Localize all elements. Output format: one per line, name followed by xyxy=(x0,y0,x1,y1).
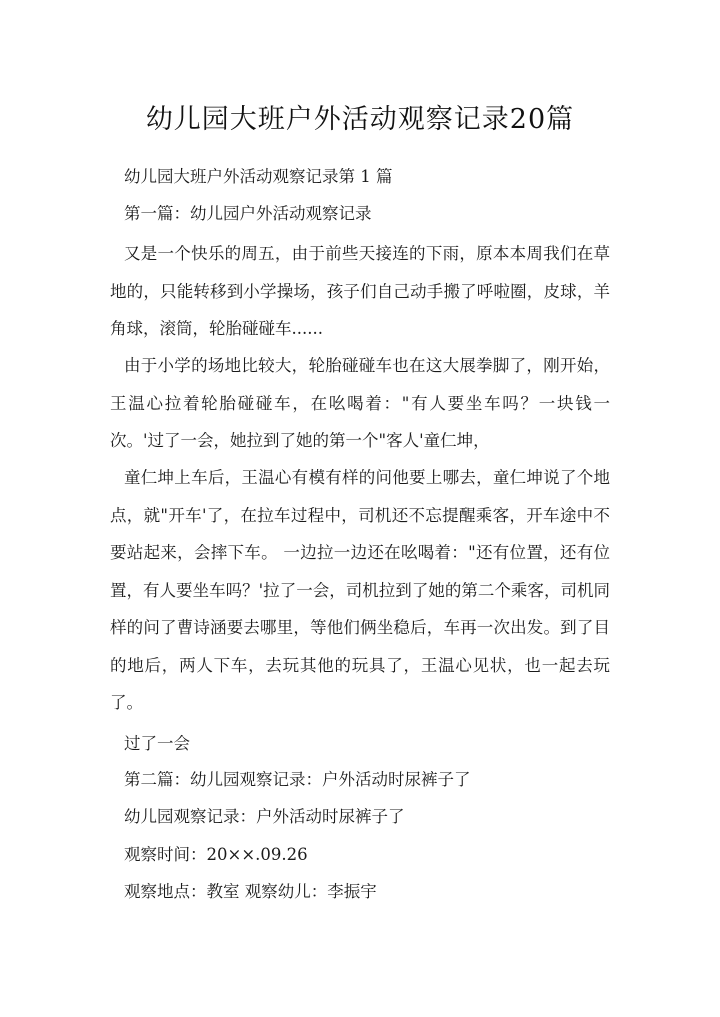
paragraph-2: 由于小学的场地比较大，轮胎碰碰车也在这大展拳脚了，刚开始，王温心拉着轮胎碰碰车，在吆喝着："有人要坐车吗？一块钱一次。'过了一会，她拉到了她的第一个"客人'童仁坤， xyxy=(110,356,610,450)
document-subtitle: 幼儿园大班户外活动观察记录第 1 篇 xyxy=(124,167,393,186)
document-title: 幼儿园大班户外活动观察记录20篇 xyxy=(145,104,575,135)
observe-time: 观察时间：20××.09.26 xyxy=(124,845,308,864)
section-heading-2: 第二篇：幼儿园观察记录：户外活动时尿裤子了 xyxy=(124,770,471,789)
record-title: 幼儿园观察记录：户外活动时尿裤子了 xyxy=(124,807,405,826)
observe-place: 观察地点：教室 观察幼儿：李振宇 xyxy=(124,882,377,901)
after-text: 过了一会 xyxy=(124,734,190,753)
section-heading-1: 第一篇：幼儿园户外活动观察记录 xyxy=(124,204,372,223)
paragraph-3: 童仁坤上车后，王温心有模有样的问他要上哪去，童仁坤说了个地点，就"开车'了，在拉车过程中，司机还不忘提醒乘客，开车途中不要站起来，会摔下车。 一边拉一边还在吆喝着："还有位置，还有位置，有人要坐车吗？'拉了一会，司机拉到了她的第二个乘客，司机同样的问了曹诗涵要去哪里，等他们俩坐稳后，车再一次出发。到了目的地后，两人下车，去玩其他的玩具了，王温心见状，也一起去玩了。 xyxy=(110,468,610,712)
paragraph-1: 又是一个快乐的周五，由于前些天接连的下雨，原本本周我们在草地的，只能转移到小学操场，孩子们自己动手搬了呼啦圈，皮球，羊角球，滚筒，轮胎碰碰车...... xyxy=(110,244,610,338)
